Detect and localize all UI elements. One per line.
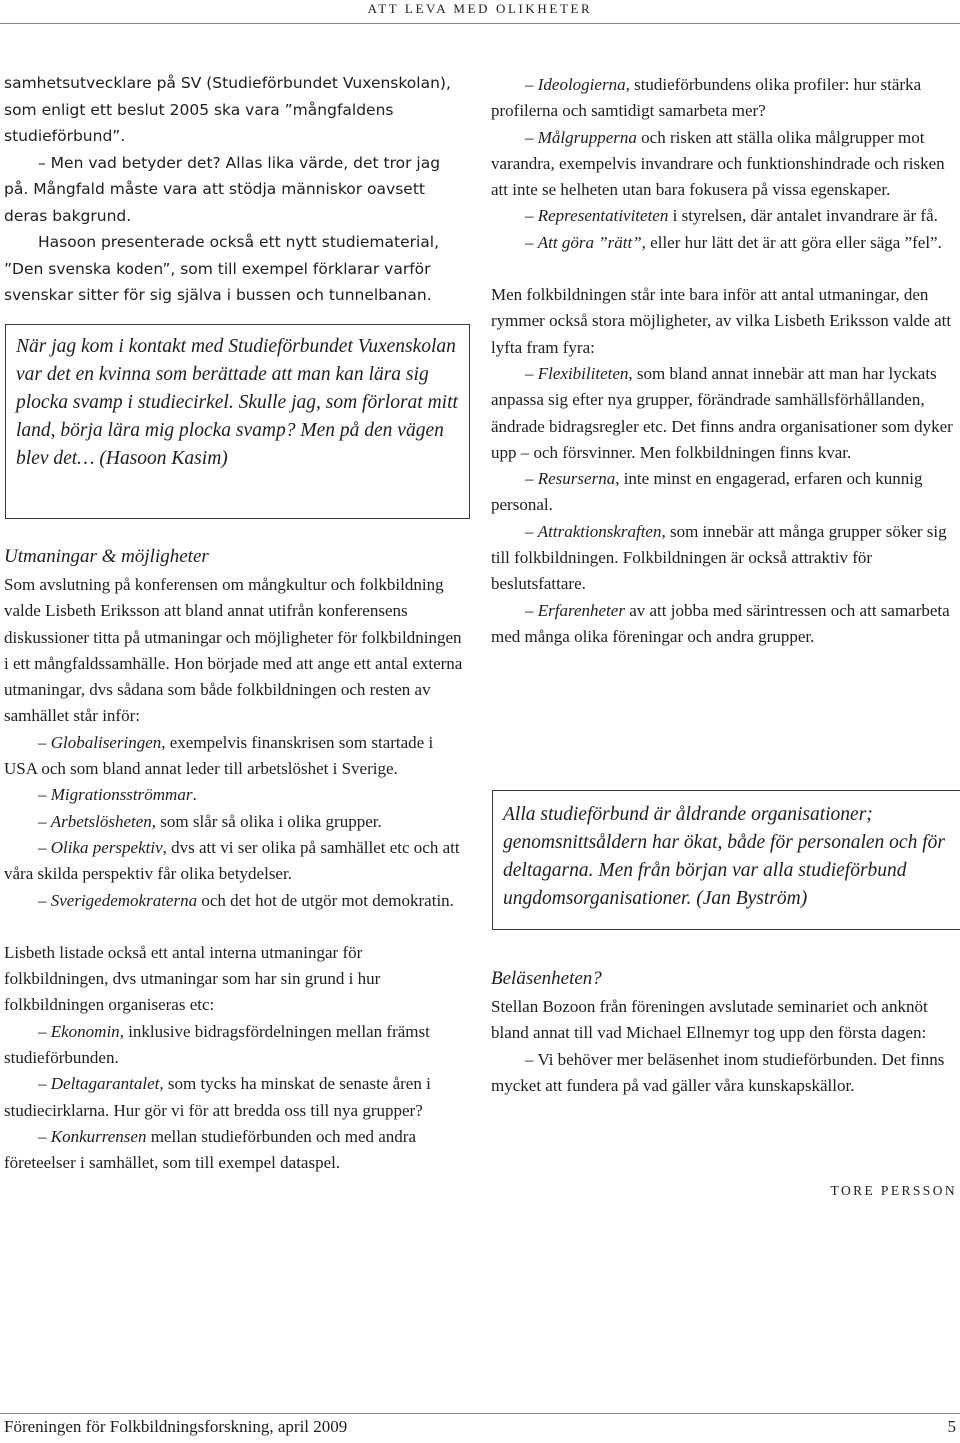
internal-challenges-list-cont xyxy=(491,72,953,256)
list-item: – Målgrupperna och risken att ställa olika målgrupper mot varandra, exempelvis invandrare och funktionshindrade och risken att inte se helheten utan bara fokusera på vissa egenskaper. xyxy=(491,127,945,200)
list-item: – Sverigedemokraterna och det hot de utgör mot demokratin. xyxy=(38,890,454,910)
list-item-text: och det hot de utgör mot demokratin. xyxy=(197,890,454,910)
list-item-text: , som slår så olika i olika grupper. xyxy=(151,811,382,831)
list-item-term: Målgrupperna xyxy=(537,127,637,147)
list-item: – Deltagarantalet, som tycks ha minskat de senaste åren i studiecirklarna. Hur gör vi för att bredda oss till nya grupper? xyxy=(4,1074,431,1120)
list-item: – Olika perspektiv, dvs att vi ser olika på samhället etc och att våra skilda perspektiv får olika betydelser. xyxy=(4,837,460,884)
list-item-term: Sverigedemokraterna xyxy=(50,890,198,910)
list-item: – Ekonomin, inklusive bidragsfördelningen mellan främst studieförbunden. xyxy=(4,1021,430,1068)
pull-quote-text: När jag kom i kontakt med Studieförbundet Vuxenskolan var det en kvinna som berättade att man kan lära sig plocka svamp i studiecirkel. Skulle jag, som förlorat mitt land, börja lära mig plocka svamp? Men på den vägen blev det… xyxy=(16,336,458,469)
list-item: – Representativiteten i styrelsen, där antalet invandrare är få. xyxy=(525,206,938,226)
list-item-text: av att jobba med särintressen och att samarbeta med många olika föreningar och andra grupper. xyxy=(491,600,950,646)
list-item-text: , dvs att vi ser olika på samhället etc och att våra skilda perspektiv får olika betydelser. xyxy=(4,837,460,884)
list-item-text: . xyxy=(192,785,197,805)
paragraph: – Men vad betyder det? Allas lika värde, det tror jag på. Mångfald måste vara att stödja människor oavsett deras bakgrund. xyxy=(4,153,441,225)
pull-quote-box xyxy=(5,324,470,519)
list-item: – Migrationsströmmar. xyxy=(38,785,197,805)
list-item-term: Resurserna xyxy=(537,469,616,489)
pull-quote-box xyxy=(492,790,960,930)
list-item: – Globaliseringen, exempelvis finanskrisen som startade i USA och som bland annat leder till arbetslöshet i Sverige. xyxy=(4,732,434,779)
list-item-term: Globaliseringen xyxy=(50,732,162,752)
paragraph: Lisbeth listade också ett antal interna utmaningar för folkbildningen, dvs utmaningar som har sin grund i hur folkbildningen organiseras etc: xyxy=(4,942,381,1015)
paragraph: samhetsutvecklare på SV (Studieförbundet Vuxenskolan), som enligt ett beslut 2005 ska vara ”mångfaldens studieförbund”. xyxy=(4,74,451,145)
list-item-text: i styrelsen, där antalet invandrare är få. xyxy=(668,206,938,226)
list-item-term: Flexibiliteten xyxy=(537,363,629,383)
list-item-text: , exempelvis finanskrisen som startade i USA och som bland annat leder till arbetslöshet i Sverige. xyxy=(4,732,434,779)
publication-name: Föreningen för Folkbildningsforskning, april 2009 xyxy=(4,1417,348,1436)
paragraph: – Vi behöver mer beläsenhet inom studieförbunden. Det finns mycket att fundera på vad gäller våra kunskapskällor. xyxy=(491,1049,945,1095)
list-item: – Attraktionskraften, som innebär att många grupper söker sig till folkbildningen. Folkbildningen är också attraktiv för beslutsfattare. xyxy=(491,521,947,594)
list-item-text: , inklusive bidragsfördelningen mellan främst studieförbunden. xyxy=(4,1021,430,1068)
page-number: 5 xyxy=(947,1417,956,1436)
list-item: – Att göra ”rätt”, eller hur lätt det är att göra eller säga ”fel”. xyxy=(525,232,942,252)
list-item-text: , som bland annat innebär att man har lyckats anpassa sig efter nya grupper, förändrade samhällsförhållanden, ändrade bidragsregler etc. Det finns andra organisationer som dyker upp – och försvinner. Men folkbildningen finns kvar. xyxy=(491,363,953,462)
left-main xyxy=(4,542,466,1177)
running-title: ATT LEVA MED OLIKHETER xyxy=(367,1,593,16)
paragraph: Men folkbildningen står inte bara inför att antal utmaningar, den rymmer också stora möjligheter, av vilka Lisbeth Eriksson valde att lyfta fram fyra: xyxy=(491,285,952,357)
pull-quote-author: (Hasoon Kasim) xyxy=(99,448,228,469)
footer-divider xyxy=(0,1413,960,1414)
section-heading: Beläsenheten? xyxy=(491,968,602,989)
list-item-term: Ekonomin xyxy=(50,1021,120,1041)
pull-quote-text: Alla studieförbund är åldrande organisationer; genomsnittsåldern har ökat, både för personalen och för deltagarna. Men från början var alla studieförbund ungdomsorganisationer. (Jan Byström) xyxy=(503,804,945,909)
paragraph: Stellan Bozoon från föreningen avslutade seminariet och anknöt bland annat till vad Michael Ellnemyr tog upp den första dagen: xyxy=(491,997,928,1043)
list-item-text: och risken att ställa olika målgrupper mot varandra, exempelvis invandrare och funktionshindrade och risken att inte se helheten utan bara fokusera på vissa egenskaper. xyxy=(491,127,945,200)
list-item-term: Arbetslösheten xyxy=(50,811,152,831)
list-item: – Konkurrensen mellan studieförbunden och med andra företeelser i samhället, som till exempel dataspel. xyxy=(4,1126,417,1173)
list-item: – Ideologierna, studieförbundens olika profiler: hur stärka profilerna och samtidigt samarbeta mer? xyxy=(491,75,922,121)
left-intro xyxy=(4,70,466,309)
paragraph: Hasoon presenterade också ett nytt studiematerial, ”Den svenska koden”, som till exempel förklarar varför svenskar sitter för sig själva i bussen och tunnelbanan. xyxy=(4,233,440,304)
possibilities-list xyxy=(491,361,953,650)
list-item-text: , inte minst en engagerad, erfaren och kunnig personal. xyxy=(491,469,923,515)
page-header xyxy=(0,0,960,24)
list-item: – Flexibiliteten, som bland annat innebär att man har lyckats anpassa sig efter nya grupper, förändrade samhällsförhållanden, ändrade bidragsregler etc. Det finns andra organisationer som dyker upp – och försvinner. Men folkbildningen finns kvar. xyxy=(491,363,953,462)
list-item-term: Representativiteten xyxy=(537,206,669,226)
list-item-term: Attraktionskraften xyxy=(537,521,662,541)
internal-challenges-list xyxy=(4,1019,466,1177)
list-item-term: Olika perspektiv xyxy=(50,837,163,857)
list-item-term: Ideologierna xyxy=(537,75,626,94)
header-divider xyxy=(0,23,960,24)
list-item-text: , studieförbundens olika profiler: hur stärka profilerna och samtidigt samarbeta mer? xyxy=(491,75,922,121)
section-heading: Utmaningar & möjligheter xyxy=(4,546,209,567)
right-main xyxy=(491,72,953,650)
list-item-text: , som tycks ha minskat de senaste åren i studiecirklarna. Hur gör vi för att bredda oss till nya grupper? xyxy=(4,1074,431,1120)
list-item-term: Erfarenheter xyxy=(537,600,625,620)
list-item: – Resurserna, inte minst en engagerad, erfaren och kunnig personal. xyxy=(491,469,923,515)
external-challenges-list xyxy=(4,730,466,914)
list-item-term: Konkurrensen xyxy=(50,1126,147,1146)
list-item: – Arbetslösheten, som slår så olika i olika grupper. xyxy=(38,811,382,831)
author-signature: TORE PERSSON xyxy=(830,1183,957,1198)
list-item-term: Att göra ”rätt” xyxy=(537,232,642,252)
list-item-text: mellan studieförbunden och med andra företeelser i samhället, som till exempel dataspel. xyxy=(4,1126,417,1173)
list-item-text: , eller hur lätt det är att göra eller säga ”fel”. xyxy=(641,232,942,252)
list-item-term: Migrationsströmmar xyxy=(50,785,193,805)
right-closing xyxy=(491,964,953,1099)
list-item: – Erfarenheter av att jobba med särintressen och att samarbeta med många olika föreningar och andra grupper. xyxy=(491,600,950,646)
paragraph: Som avslutning på konferensen om mångkultur och folkbildning valde Lisbeth Eriksson att bland annat utifrån konferensens diskussioner titta på utmaningar och möjligheter för folkbildningen i ett mångfaldssamhälle. Hon började med att ange ett antal externa utmaningar, dvs sådana som både folkbildningen och resten av samhället står inför: xyxy=(4,575,463,726)
list-item-text: , som innebär att många grupper söker sig till folkbildningen. Folkbildningen är också attraktiv för beslutsfattare. xyxy=(491,521,947,594)
list-item-term: Deltagarantalet xyxy=(50,1074,160,1094)
